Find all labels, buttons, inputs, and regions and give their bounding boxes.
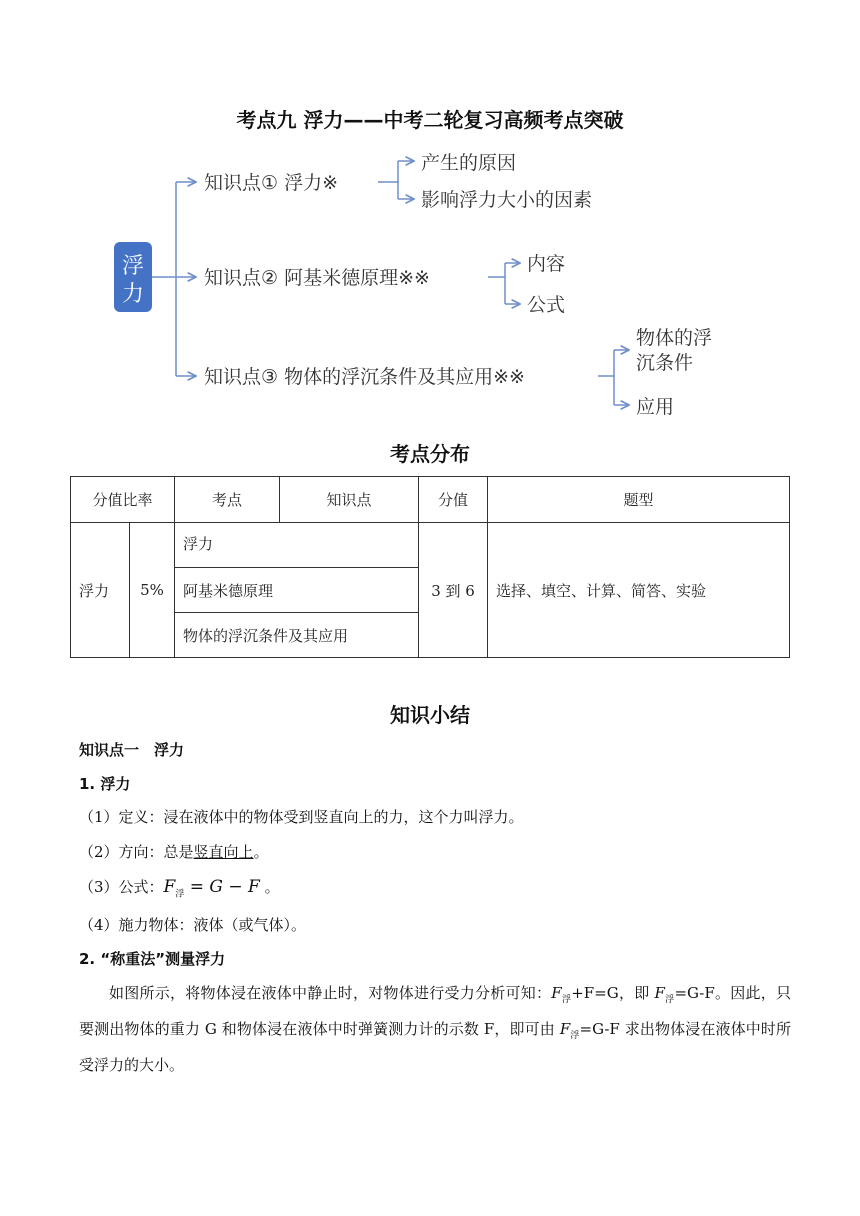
weighing-method-paragraph: 如图所示，将物体浸在液体中静止时，对物体进行受力分析可知：$F_浮+F=G$，即 $F_浮=G-F$。因此，只要测出物体的重力 G 和物体浸在液体中时弹簧测力计的示数 F，即可由 $F_浮=G-F$ 求出物体浸在液体中时所受浮力的大小。 [79,984,791,1074]
formula [163,877,260,900]
header-ratio: 分值比率 [71,477,175,523]
mindmap-b3-child-1 [636,327,718,374]
cell-point-2: 阿基米德原理 [175,568,419,613]
cell-ratio: 5% [130,523,175,658]
mindmap-b3-child-2: 应用 [636,396,675,418]
direction-suffix: 。 [253,843,269,861]
formula-end: 。 [259,878,280,896]
cell-score: 3 到 6 [419,523,488,658]
para-c: =G-F。因此，只要测出物体的重力 G 和物体浸在液体中时弹簧测力计的示数 F，即可由 [79,984,791,1038]
item-1-title: 1. 浮力 [79,775,131,793]
mindmap-b1-child-1: 产生的原因 [421,152,517,174]
mindmap-b3-child-1-line-1: 物体的浮 [636,327,713,349]
direction-line [79,841,269,862]
mindmap-b2-child-1: 内容 [527,253,566,275]
cell-point-3: 物体的浮沉条件及其应用 [175,613,419,658]
summary-heading: 知识小结 [390,703,470,727]
mindmap-branch-1-label: 知识点① 浮力※ [204,172,338,194]
formula-prefix: （3）公式： [79,878,164,896]
mind-map [0,140,860,425]
para-d: =G-F 求出物体浸在液体中时所受浮力的大小。 [79,1020,791,1074]
mindmap-root-char-2: 力 [121,282,145,307]
header-point: 知识点 [280,477,419,523]
page-title: 考点九 浮力——中考二轮复习高频考点突破 [236,108,624,132]
cell-topic: 浮力 [71,523,130,658]
header-topic: 考点 [175,477,280,523]
applier-line: （4）施力物体：液体（或气体）。 [79,916,307,934]
cell-question-types: 选择、填空、计算、简答、实验 [488,523,790,658]
mindmap-branch-2-label: 知识点② 阿基米德原理※※ [204,267,430,289]
mindmap-root-char-1: 浮 [121,254,145,279]
definition-line: （1）定义：浸在液体中的物体受到竖直向上的力，这个力叫浮力。 [79,808,524,826]
header-type: 题型 [488,477,790,523]
header-score: 分值 [419,477,488,523]
cell-point-1: 浮力 [175,523,419,568]
item-2-title: 2. “称重法”测量浮力 [79,950,226,968]
distribution-heading: 考点分布 [390,442,470,466]
distribution-table [70,476,790,658]
para-b: +F=G，即 [571,984,655,1002]
formula-sub: 浮 [175,889,185,900]
formula-rest: = G − F [184,877,260,897]
formula-F: F [163,877,176,897]
direction-underlined: 竖直向上 [193,843,254,861]
direction-prefix: （2）方向：总是 [79,843,194,861]
mindmap-b2-child-2: 公式 [527,294,566,316]
mindmap-b1-child-2: 影响浮力大小的因素 [421,189,593,211]
mindmap-b3-child-1-line-2: 沉条件 [636,352,694,374]
section-1-title: 知识点一 浮力 [79,741,185,759]
mindmap-branch-3-label: 知识点③ 物体的浮沉条件及其应用※※ [204,366,525,388]
formula-line [79,876,280,899]
para-a: 如图所示，将物体浸在液体中静止时，对物体进行受力分析可知： [109,984,552,1002]
